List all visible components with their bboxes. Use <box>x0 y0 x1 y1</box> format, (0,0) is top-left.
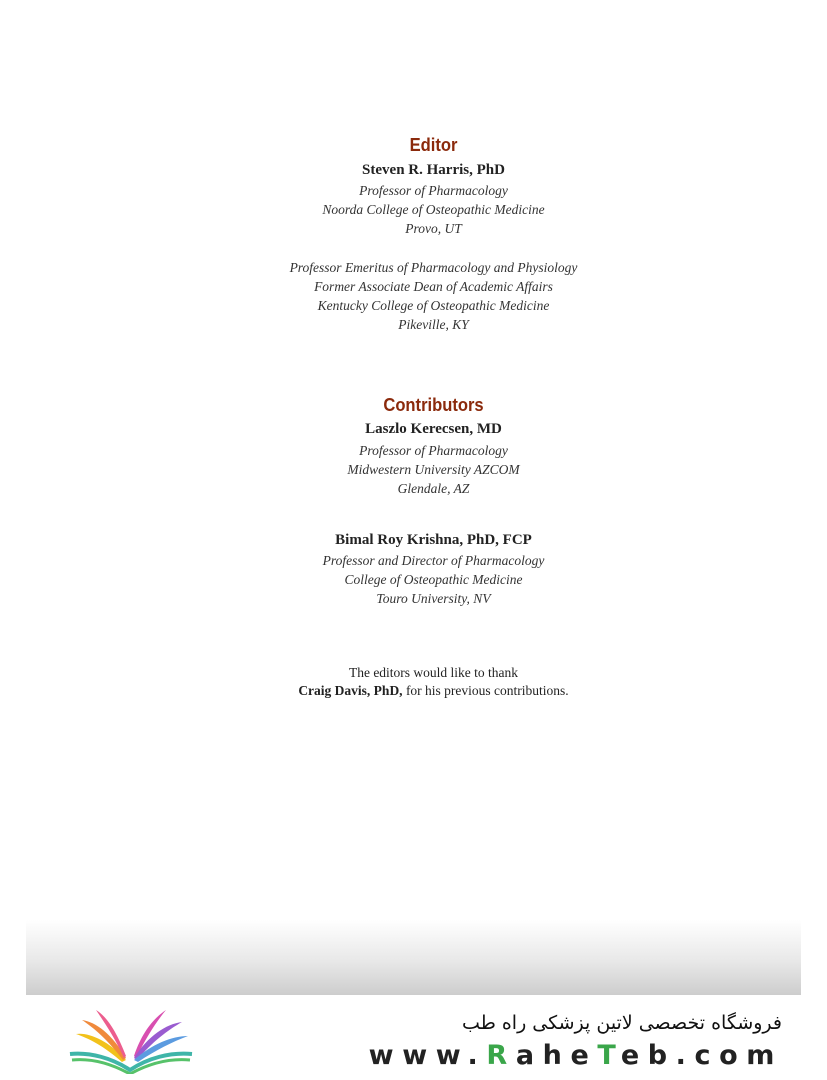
editor-affiliation-line: Former Associate Dean of Academic Affairs <box>314 279 553 294</box>
editor-affiliation-line: Pikeville, KY <box>398 317 469 332</box>
editor-affiliation-line: Professor Emeritus of Pharmacology and Physiology <box>289 260 578 275</box>
editor-name: Steven R. Harris, PhD <box>362 162 505 178</box>
contributors-heading: Contributors <box>383 395 484 415</box>
thanks-line-2 <box>0 682 827 700</box>
url-prefix: www. <box>368 1040 487 1071</box>
store-url <box>369 1040 783 1071</box>
url-letter-r: R <box>486 1040 516 1071</box>
contributor-name: Bimal Roy Krishna, PhD, FCP <box>335 532 532 548</box>
url-mid: ahe <box>515 1040 598 1071</box>
contributor-affiliation-line: Professor and Director of Pharmacology <box>322 553 545 568</box>
contributor-affiliation-line: College of Osteopathic Medicine <box>344 572 523 587</box>
store-name-persian: فروشگاه تخصصی لاتین پزشکی راه طب <box>462 1012 782 1034</box>
thanks-line: The editors would like to thank <box>348 665 519 680</box>
thanks-name: Craig Davis, PhD, <box>298 683 403 698</box>
editor-affiliation-line: Kentucky College of Osteopathic Medicine <box>317 298 550 313</box>
url-letter-t: T <box>597 1040 621 1071</box>
thanks-rest: for his previous contributions. <box>402 683 569 698</box>
contributor-affiliation-line: Professor of Pharmacology <box>359 443 508 458</box>
page-bottom-shadow <box>26 920 801 995</box>
editor-heading: Editor <box>409 135 458 155</box>
contributor-affiliation-line: Touro University, NV <box>376 591 491 606</box>
contributor-affiliation-line: Midwestern University AZCOM <box>347 462 520 477</box>
editor-affiliation-line: Provo, UT <box>405 221 462 236</box>
editor-affiliation-line: Professor of Pharmacology <box>359 183 508 198</box>
editor-affiliation-line: Noorda College of Osteopathic Medicine <box>322 202 545 217</box>
contributor-name: Laszlo Kerecsen, MD <box>365 421 502 437</box>
open-book-rainbow-icon <box>68 1008 196 1074</box>
url-suffix: eb.com <box>620 1040 783 1071</box>
contributor-affiliation-line: Glendale, AZ <box>397 481 470 496</box>
